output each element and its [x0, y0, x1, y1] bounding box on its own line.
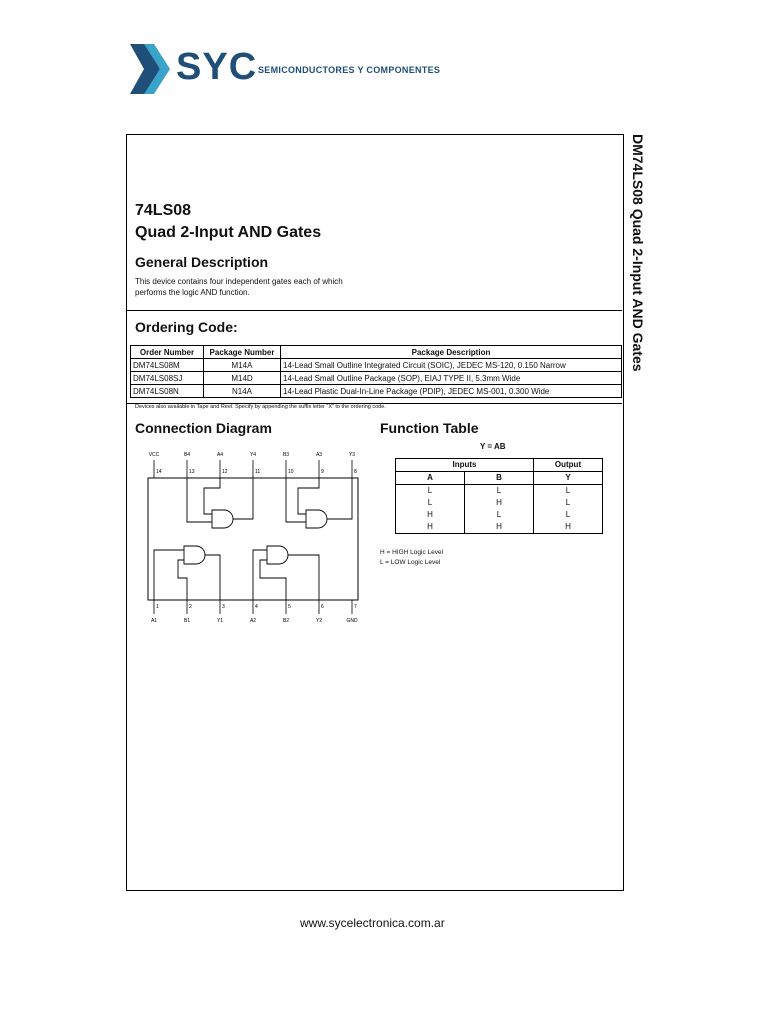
pin-number: 12	[222, 469, 228, 475]
pin-label: Y2	[315, 618, 323, 624]
table-row	[396, 485, 603, 498]
connection-diagram	[140, 448, 370, 633]
page-title: Quad 2-Input AND Gates	[135, 224, 322, 241]
pin-number: 9	[321, 469, 324, 475]
table-cell: H	[465, 497, 534, 509]
package-number: M14A	[204, 359, 281, 372]
pin-label: A1	[150, 618, 158, 624]
table-row	[396, 497, 603, 509]
pin-number: 10	[288, 469, 294, 475]
order-number: DM74LS08M	[131, 359, 204, 372]
pin-label: B2	[282, 618, 290, 624]
pin-label: B3	[282, 452, 290, 458]
pin-label: Y1	[216, 618, 224, 624]
table-cell: L	[534, 509, 603, 521]
output-header: Output	[534, 459, 603, 472]
table-cell: L	[534, 497, 603, 509]
table-cell: H	[534, 521, 603, 534]
syc-logo	[128, 40, 441, 100]
logo-tagline: SEMICONDUCTORES Y COMPONENTES	[258, 65, 441, 75]
ordering-code-heading: Ordering Code:	[135, 319, 238, 335]
table-cell: L	[396, 497, 465, 509]
legend-high: H = HIGH Logic Level	[380, 549, 444, 556]
ordering-header-row	[131, 346, 622, 359]
column-header: A	[396, 472, 465, 485]
function-table	[395, 458, 603, 534]
pin-number: 4	[255, 604, 258, 610]
pinout-drawing	[140, 448, 370, 628]
table-row	[396, 509, 603, 521]
table-row	[131, 372, 622, 385]
section-divider	[127, 310, 622, 311]
ordering-note: Devices also available in Tape and Reel. Specify by appending the suffix letter “X” to the ordering code.	[135, 404, 386, 410]
general-description-text: This device contains four independent gates each of which performs the logic AND function.	[135, 277, 343, 297]
syc-chevron-icon	[128, 40, 172, 98]
pin-label: Y4	[249, 452, 257, 458]
pin-label: A4	[216, 452, 224, 458]
section-divider	[127, 403, 622, 404]
pin-number: 14	[156, 469, 162, 475]
table-cell: L	[465, 509, 534, 521]
group-header-row	[396, 459, 603, 472]
footer-url[interactable]: www.sycelectronica.com.ar	[300, 916, 445, 930]
pin-label: A3	[315, 452, 323, 458]
package-number: M14D	[204, 372, 281, 385]
pin-number: 3	[222, 604, 225, 610]
pin-number: 8	[354, 469, 357, 475]
table-row	[131, 385, 622, 398]
column-header: Package Number	[204, 346, 281, 359]
pin-label: GND	[346, 618, 358, 624]
function-table-legend	[380, 548, 443, 568]
pin-number: 7	[354, 604, 357, 610]
table-cell: H	[396, 521, 465, 534]
column-header: Y	[534, 472, 603, 485]
column-header: Order Number	[131, 346, 204, 359]
logo-name: SYC	[176, 46, 258, 88]
table-cell: L	[396, 485, 465, 498]
pin-number: 5	[288, 604, 291, 610]
package-description: 14-Lead Small Outline Package (SOP), EIAJ TYPE II, 5.3mm Wide	[281, 372, 622, 385]
pin-number: 6	[321, 604, 324, 610]
table-row	[396, 521, 603, 534]
pin-number: 11	[255, 469, 261, 475]
ordering-table	[130, 345, 622, 398]
connection-diagram-heading: Connection Diagram	[135, 420, 272, 436]
side-title: DM74LS08 Quad 2-Input AND Gates	[630, 134, 646, 372]
part-number: 74LS08	[135, 202, 192, 219]
column-header: B	[465, 472, 534, 485]
order-number: DM74LS08N	[131, 385, 204, 398]
column-header-row	[396, 472, 603, 485]
column-header: Package Description	[281, 346, 622, 359]
table-row	[131, 359, 622, 372]
pin-label: VCC	[148, 452, 160, 458]
table-cell: H	[396, 509, 465, 521]
pin-label: Y3	[348, 452, 356, 458]
general-description-heading: General Description	[135, 254, 269, 270]
pin-number: 2	[189, 604, 192, 610]
package-description: 14-Lead Small Outline Integrated Circuit (SOIC), JEDEC MS-120, 0.150 Narrow	[281, 359, 622, 372]
table-cell: L	[465, 485, 534, 498]
legend-low: L = LOW Logic Level	[380, 559, 441, 566]
pin-label: A2	[249, 618, 257, 624]
order-number: DM74LS08SJ	[131, 372, 204, 385]
pin-number: 1	[156, 604, 159, 610]
pin-number: 13	[189, 469, 195, 475]
pin-label: B4	[183, 452, 191, 458]
function-table-heading: Function Table	[380, 420, 479, 436]
table-cell: L	[534, 485, 603, 498]
inputs-header: Inputs	[396, 459, 534, 472]
logic-equation: Y = AB	[480, 442, 506, 451]
pin-label: B1	[183, 618, 191, 624]
package-number: N14A	[204, 385, 281, 398]
package-description: 14-Lead Plastic Dual-In-Line Package (PDIP), JEDEC MS-001, 0.300 Wide	[281, 385, 622, 398]
table-cell: H	[465, 521, 534, 534]
